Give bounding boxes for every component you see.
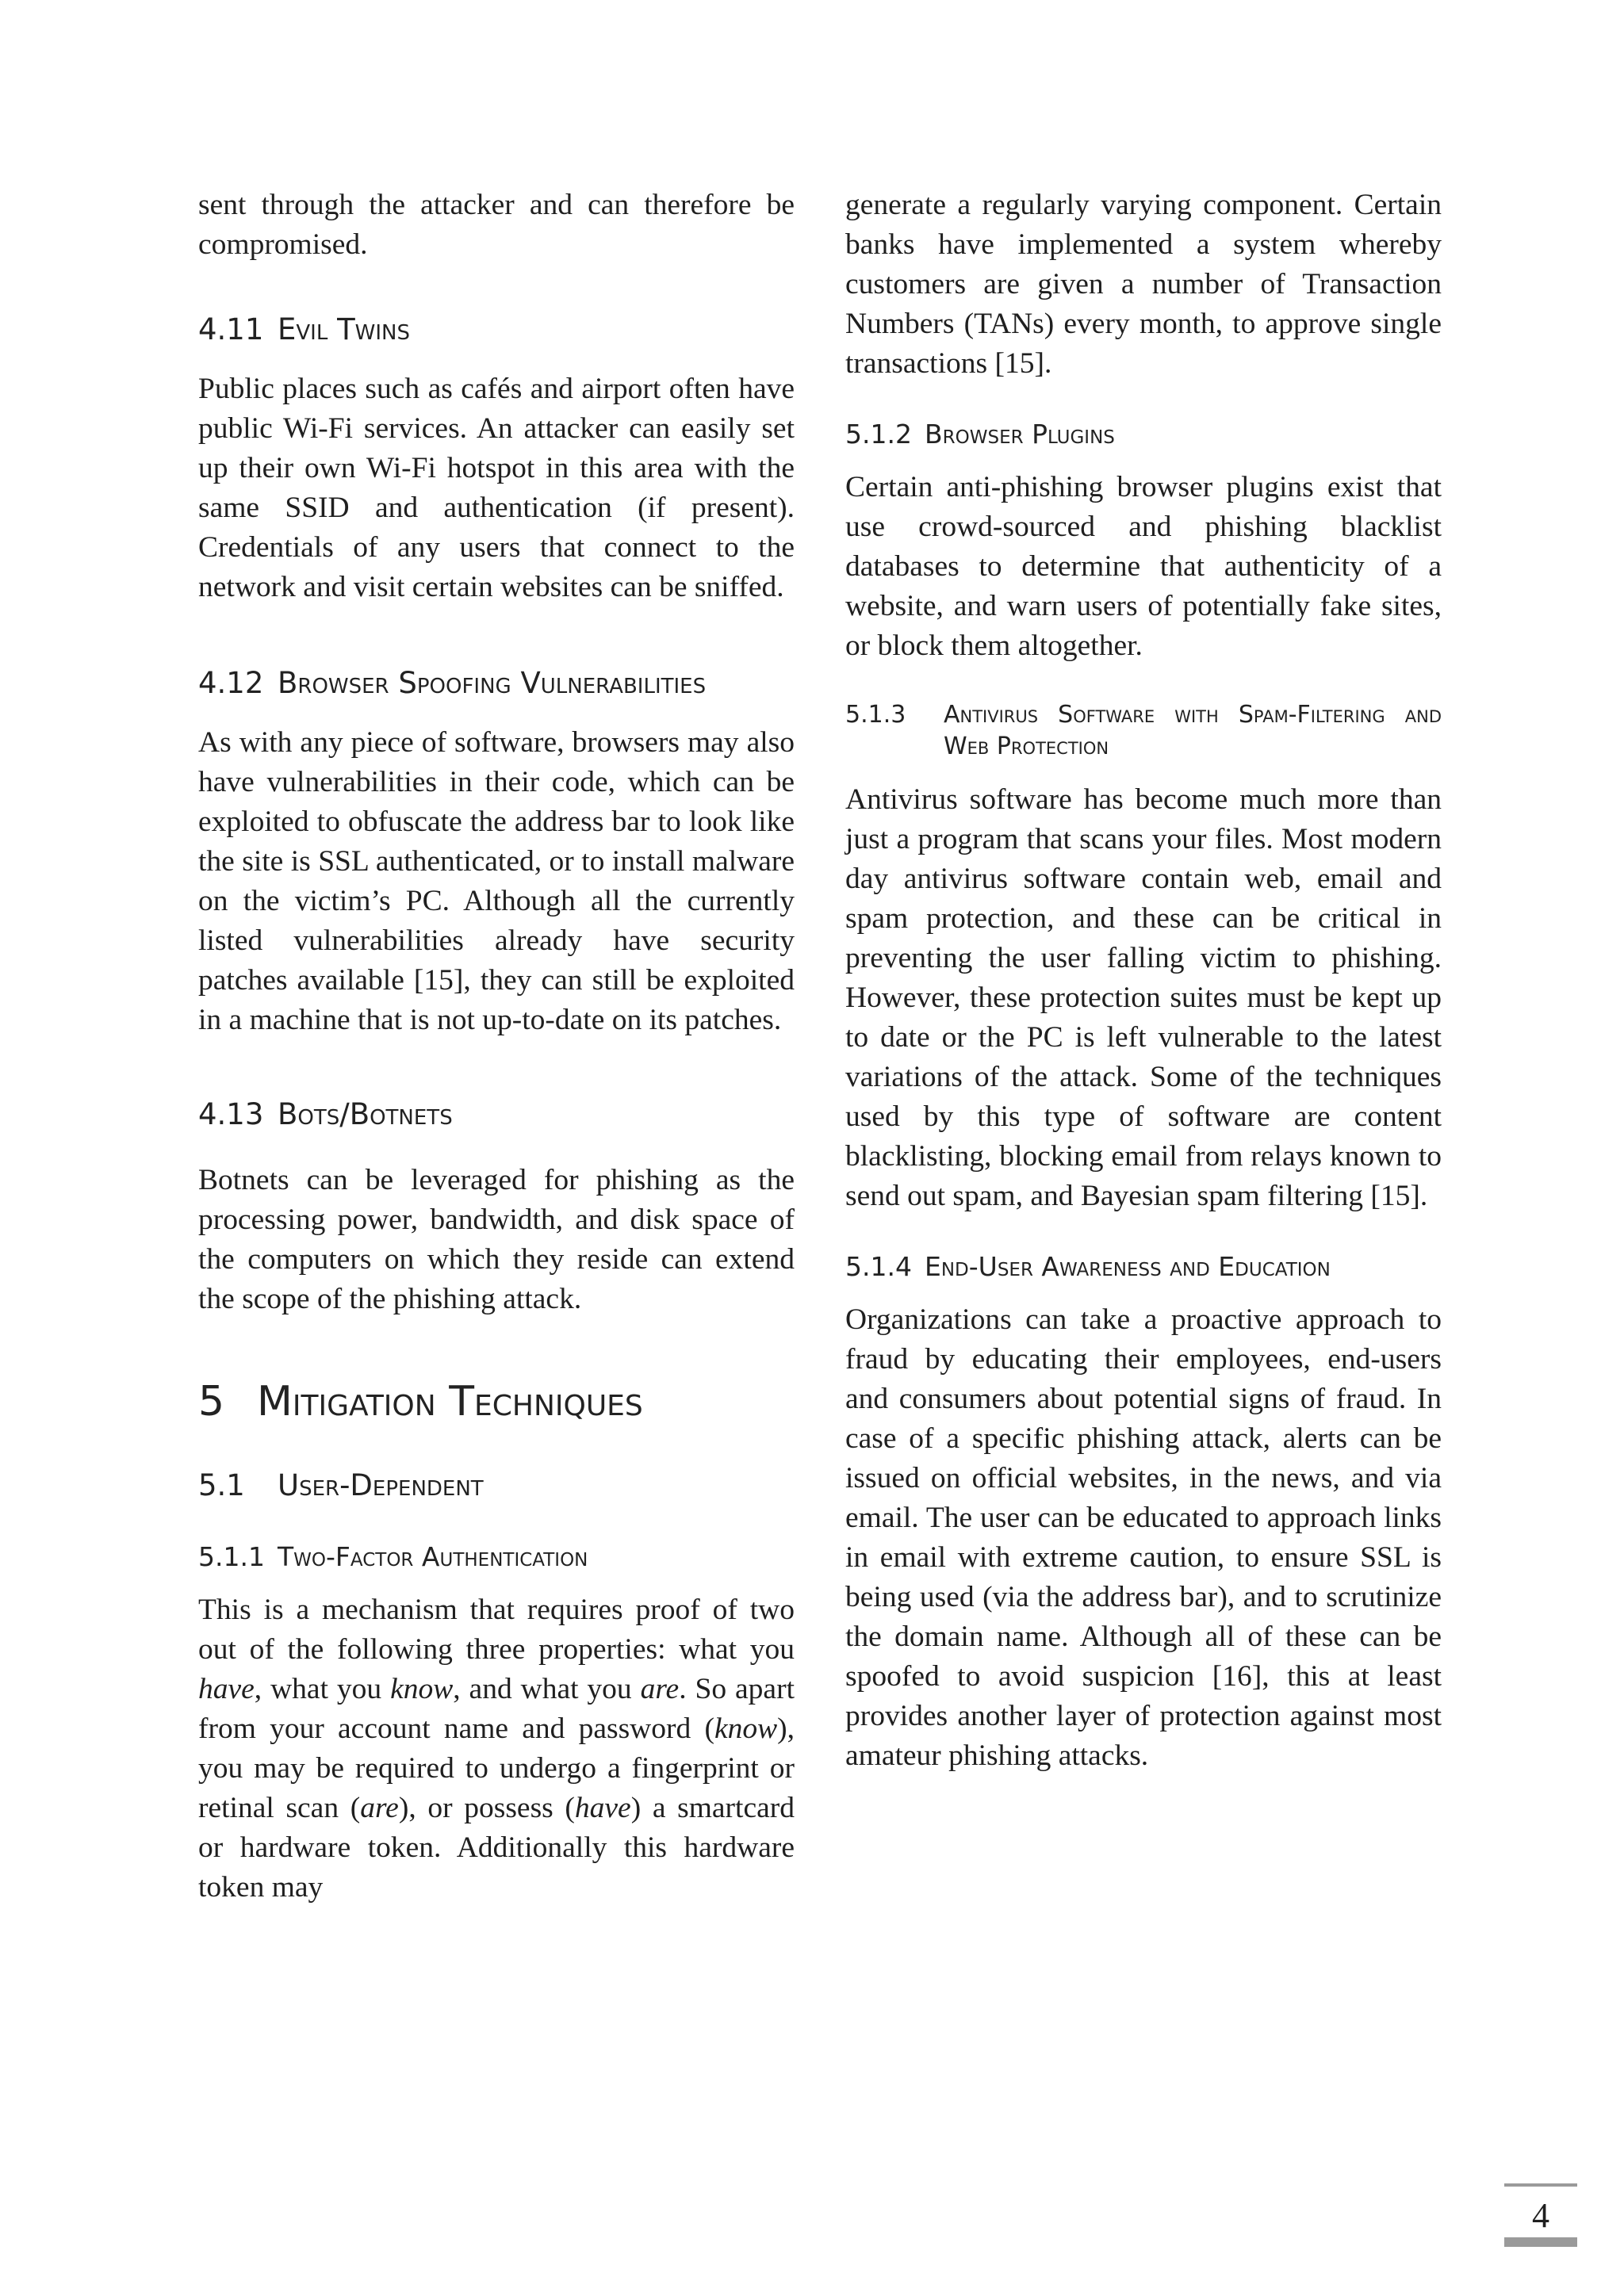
left-column <box>198 186 795 1908</box>
heading-5-1-2: 5.1.2 Browser Plugins <box>845 419 1115 450</box>
heading-4-11: 4.11 Evil Twins <box>198 312 411 346</box>
heading-5-1: 5.1 User-Dependent <box>198 1468 484 1502</box>
page-number: 4 <box>1532 2195 1549 2235</box>
right-column <box>845 186 1442 1776</box>
paragraph-browser-plugins: Certain anti-phishing browser plugins exist that use crowd-sourced and phishing blacklist databases to determine that authenticity of a website, and warn users of potentially fake sites, or block them altogether. <box>845 471 1442 662</box>
paragraph-awareness: Organizations can take a proactive approach to fraud by educating their employees, end-users and consumers about potential signs of fraud. In case of a specific phishing attack, alerts can be issued on official websites, in the news, and via email. The user can be educated to approach links in email with extreme caution, to ensure SSL is being used (via the address bar), and to scrutinize the domain name. Although all of these can be spoofed to avoid suspicion [16], this at least provides another layer of protection against most amateur phishing attacks. <box>845 1303 1442 1772</box>
heading-5-1-4: 5.1.4 End-User Awareness and Education <box>845 1251 1331 1282</box>
heading-5-1-1: 5.1.1 Two-Factor Authentication <box>198 1541 588 1572</box>
paragraph-botnets: Botnets can be leveraged for phishing as the processing power, bandwidth, and disk space of the computers on which they reside can extend the scope of the phishing attack. <box>198 1164 795 1315</box>
heading-5-1-3: 5.1.3 Antivirus Software with Spam-Filtering and Web Protection <box>845 701 1442 760</box>
page-number-box <box>1504 2183 1577 2247</box>
paragraph-antivirus: Antivirus software has become much more than just a program that scans your files. Most modern day antivirus software contain web, email and spam protection, and these can be critical in preventing the user falling victim to phishing. However, these protection suites must be kept up to date or the PC is left vulnerable to the latest variations of the attack. Some of the techniques used by this type of software are content blacklisting, blocking email from relays known to send out spam, and Bayesian spam filtering [15]. <box>845 783 1442 1212</box>
paragraph-two-factor: This is a mechanism that requires proof of two out of the following three properties: what you have, what you know, and what you are. So apart from your account name and password (know), you may be required to undergo a fingerprint or retinal scan (are), or possess (have) a smartcard or hardware token. Additionally this hardware token may <box>198 1594 795 1904</box>
paragraph-continuation: sent through the attacker and can therefore be compromised. <box>198 189 795 261</box>
heading-4-13: 4.13 Bots/Botnets <box>198 1097 453 1131</box>
paragraph-browser-spoofing: As with any piece of software, browsers may also have vulnerabilities in their code, which can be exploited to obfuscate the address bar to look like the site is SSL authenticated, or to install malware on the victim’s PC. Although all the currently listed vulnerabilities already have security patches available [15], they can still be exploited in a machine that is not up-to-date on its patches. <box>198 726 795 1036</box>
page-number-rule-top <box>1504 2183 1577 2187</box>
paragraph-evil-twins: Public places such as cafés and airport often have public Wi-Fi services. An attacker can easily set up their own Wi-Fi hotspot in this area with the same SSID and authentication (if present). Credentials of any users that connect to the network and visit certain websites can be sniffed. <box>198 373 795 603</box>
heading-4-12: 4.12 Browser Spoofing Vulnerabilities <box>198 666 707 700</box>
heading-5: 5 Mitigation Techniques <box>198 1378 643 1425</box>
paragraph-continuation-right: generate a regularly varying component. Certain banks have implemented a system whereby customers are given a number of Transaction Numbers (TANs) every month, to approve single transactions [15]. <box>845 189 1442 380</box>
page-number-rule-bottom <box>1504 2237 1577 2247</box>
